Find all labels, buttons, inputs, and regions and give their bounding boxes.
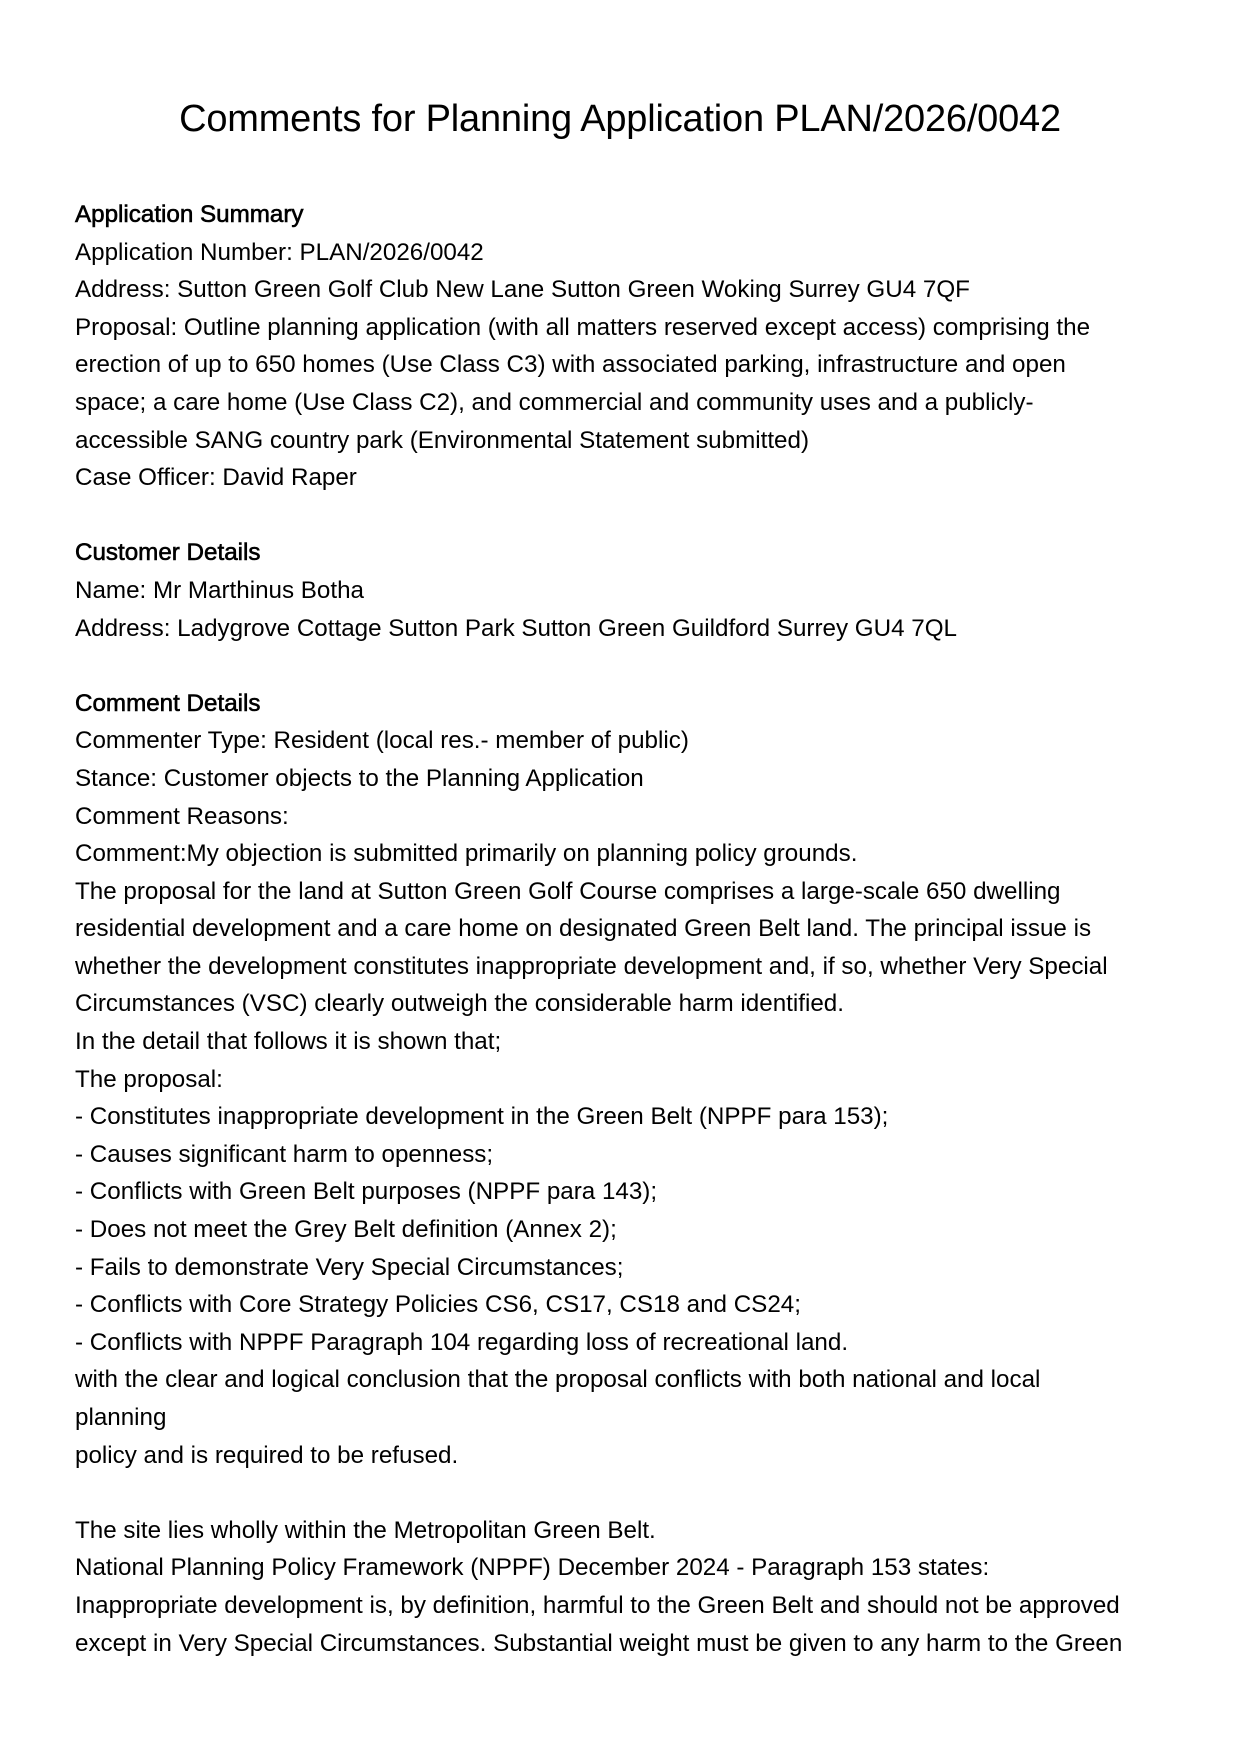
comment-details-section [75,685,1175,1662]
comment-bullet: - Conflicts with Core Strategy Policies CS6, CS17, CS18 and CS24; [75,1291,801,1319]
customer-address: Address: Ladygrove Cottage Sutton Park Sutton Green Guildford Surrey GU4 7QL [75,614,957,642]
customer-name: Name: Mr Marthinus Botha [75,576,365,604]
comment-text-line: Inappropriate development is, by definition, harmful to the Green Belt and should not be approved [75,1591,1120,1619]
application-address: Address: Sutton Green Golf Club New Lane Sutton Green Woking Surrey GU4 7QF [75,276,970,304]
comment-text-line: Comment:My objection is submitted primarily on planning policy grounds. [75,840,858,868]
proposal-line: space; a care home (Use Class C2), and commercial and community uses and a publicly- [75,388,1034,416]
commenter-type: Commenter Type: Resident (local res.- member of public) [75,727,689,755]
comment-bullet: - Does not meet the Grey Belt definition (Annex 2); [75,1216,617,1244]
comment-text-line: The proposal: [75,1065,223,1093]
proposal-line: Proposal: Outline planning application (with all matters reserved except access) comprising the [75,313,1091,341]
proposal-line: accessible SANG country park (Environmental Statement submitted) [75,426,809,454]
comment-reasons: Comment Reasons: [75,802,289,830]
comment-text-line: policy and is required to be refused. [75,1441,459,1469]
section-gap [75,647,1175,685]
comment-bullet: - Constitutes inappropriate development in the Green Belt (NPPF para 153); [75,1103,889,1131]
document-body [75,196,1175,1662]
customer-details-heading: Customer Details [75,539,261,567]
application-summary-heading: Application Summary [75,201,304,228]
comment-bullet: - Causes significant harm to openness; [75,1140,494,1168]
application-summary-section [75,196,1175,497]
application-number: Application Number: PLAN/2026/0042 [75,238,484,266]
comment-bullet: - Fails to demonstrate Very Special Circumstances; [75,1253,624,1281]
stance: Stance: Customer objects to the Planning Application [75,764,644,792]
comment-text-line: residential development and a care home on designated Green Belt land. The principal issue is [75,915,1092,943]
comment-text-line: except in Very Special Circumstances. Substantial weight must be given to any harm to the Green [75,1629,1123,1657]
comment-details-heading: Comment Details [75,689,261,717]
page-title: Comments for Planning Application PLAN/2026/0042 [179,98,1061,140]
comment-text-line: with the clear and logical conclusion that the proposal conflicts with both national and local [75,1366,1041,1394]
comment-bullet: - Conflicts with NPPF Paragraph 104 regarding loss of recreational land. [75,1328,849,1356]
customer-details-section [75,534,1175,647]
section-gap [75,497,1175,535]
comment-text-line: planning [75,1404,167,1431]
proposal-line: erection of up to 650 homes (Use Class C3) with associated parking, infrastructure and open [75,351,1066,379]
comment-text-line: The proposal for the land at Sutton Green Golf Course comprises a large-scale 650 dwelling [75,877,1061,905]
comment-bullet: - Conflicts with Green Belt purposes (NPPF para 143); [75,1178,658,1206]
case-officer: Case Officer: David Raper [75,464,357,492]
paragraph-gap [75,1474,1175,1512]
comment-text-line: Circumstances (VSC) clearly outweigh the considerable harm identified. [75,990,844,1018]
comment-text-line: whether the development constitutes inappropriate development and, if so, whether Very Special [75,952,1108,980]
comment-text-line: National Planning Policy Framework (NPPF) December 2024 - Paragraph 153 states: [75,1554,990,1582]
comment-text-line: The site lies wholly within the Metropolitan Green Belt. [75,1516,656,1544]
comment-text-line: In the detail that follows it is shown that; [75,1028,502,1056]
